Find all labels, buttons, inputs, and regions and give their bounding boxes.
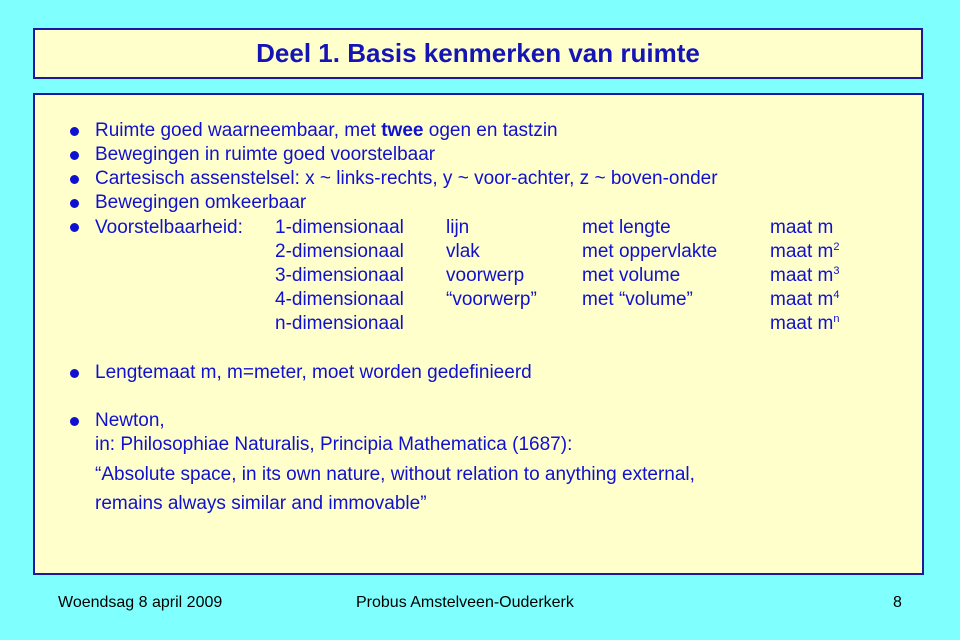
footer-date: Woendsag 8 april 2009 (58, 594, 223, 611)
bullet-1-post: ogen en tastzin (423, 120, 558, 141)
bullet-5-label: Voorstelbaarheid: (95, 217, 243, 238)
bullet-1-bold: twee (381, 120, 424, 141)
unit-1 (770, 216, 833, 240)
dim-4: 4-dimensionaal (275, 289, 404, 310)
unit-4 (770, 288, 839, 312)
measure-4: met “volume” (582, 289, 693, 310)
unit-2 (770, 240, 839, 264)
bullet-2: Bewegingen in ruimte goed voorstelbaar (95, 144, 436, 165)
unit-4-exp: 4 (833, 289, 840, 301)
unit-3 (770, 264, 839, 288)
object-4: “voorwerp” (446, 289, 537, 310)
dim-3: 3-dimensionaal (275, 265, 404, 286)
bullet-7-line-3: “Absolute space, in its own nature, without relation to anything external, (95, 464, 695, 485)
bullet-4: Bewegingen omkeerbaar (95, 192, 307, 213)
unit-4-text: maat m (770, 289, 834, 310)
bullet-dot (70, 417, 79, 426)
page-number: 8 (893, 594, 902, 611)
title-box (33, 28, 923, 79)
unit-3-text: maat m (770, 265, 834, 286)
bullet-1 (95, 119, 558, 143)
bullet-1-pre: Ruimte goed waarneembaar, met (95, 120, 382, 141)
unit-2-exp: 2 (833, 241, 840, 253)
object-2: vlak (446, 241, 480, 262)
dim-5: n-dimensionaal (275, 313, 404, 334)
dim-1: 1-dimensionaal (275, 217, 404, 238)
bullet-dot (70, 369, 79, 378)
measure-1: met lengte (582, 217, 671, 238)
unit-5 (770, 312, 839, 336)
slide-title: Deel 1. Basis kenmerken van ruimte (256, 38, 700, 68)
object-1: lijn (446, 217, 470, 238)
unit-3-exp: 3 (833, 265, 840, 277)
unit-5-text: maat m (770, 313, 834, 334)
unit-2-text: maat m (770, 241, 834, 262)
footer-organization: Probus Amstelveen-Ouderkerk (356, 594, 574, 611)
bullet-dot (70, 223, 79, 232)
bullet-7-line-4: remains always similar and immovable” (95, 493, 427, 514)
bullet-dot (70, 127, 79, 136)
object-3: voorwerp (446, 265, 525, 286)
measure-3: met volume (582, 265, 681, 286)
bullet-6: Lengtemaat m, m=meter, moet worden gedefinieerd (95, 362, 532, 383)
bullet-dot (70, 199, 79, 208)
bullet-dot (70, 151, 79, 160)
unit-1-text: maat m (770, 217, 834, 238)
unit-5-exp: n (833, 313, 840, 325)
bullet-dot (70, 175, 79, 184)
measure-2: met oppervlakte (582, 241, 718, 262)
bullet-3: Cartesisch assenstelsel: x ~ links-rechts, y ~ voor-achter, z ~ boven-onder (95, 168, 718, 189)
dim-2: 2-dimensionaal (275, 241, 404, 262)
bullet-7-line-1: Newton, (95, 410, 165, 431)
bullet-7-line-2: in: Philosophiae Naturalis, Principia Mathematica (1687): (95, 434, 573, 455)
